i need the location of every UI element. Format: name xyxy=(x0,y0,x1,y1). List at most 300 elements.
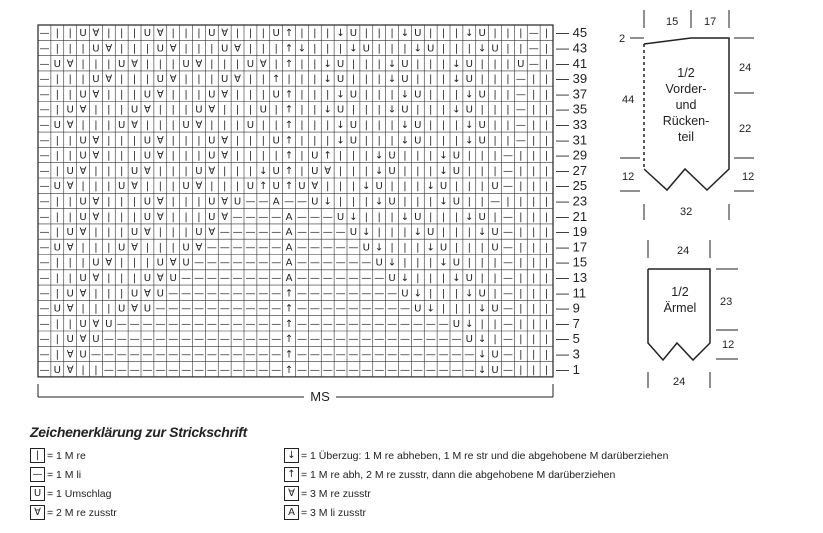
chart-stitch: — xyxy=(490,196,501,208)
chart-stitch: | xyxy=(416,165,420,177)
chart-stitch: | xyxy=(235,135,240,147)
dim-left-height: 44 xyxy=(622,94,635,106)
chart-stitch: U xyxy=(491,242,499,254)
chart-stitch: — xyxy=(309,257,320,269)
chart-stitch: — xyxy=(361,303,372,315)
chart-stitch: A xyxy=(285,211,293,223)
row-number: — 43 xyxy=(556,40,588,56)
chart-stitch: | xyxy=(506,104,510,116)
chart-stitch: | xyxy=(132,28,137,40)
chart-stitch: — xyxy=(438,364,449,376)
chart-stitch: — xyxy=(39,58,50,70)
sk2p-symbol-icon: ↑ xyxy=(284,467,299,482)
chart-stitch: | xyxy=(68,135,72,147)
chart-stitch: A xyxy=(272,196,280,208)
chart-stitch: | xyxy=(55,288,59,300)
chart-stitch: ↓ xyxy=(477,303,487,315)
chart-stitch: ↑ xyxy=(284,303,294,315)
chart-stitch: | xyxy=(107,181,111,193)
chart-stitch: U xyxy=(79,89,87,101)
chart-stitch: — xyxy=(219,288,230,300)
chart-stitch: | xyxy=(416,58,420,70)
chart-stitch: | xyxy=(429,135,433,147)
chart-stitch: | xyxy=(544,104,549,116)
chart-stitch: | xyxy=(429,211,433,223)
chart-stitch: — xyxy=(515,104,526,116)
chart-stitch: — xyxy=(142,318,153,330)
legend-title: Zeichenerklärung zur Strickschrift xyxy=(30,424,247,440)
chart-stitch: U xyxy=(272,165,280,177)
chart-stitch: — xyxy=(245,288,256,300)
chart-stitch: ∀ xyxy=(195,242,203,254)
chart-stitch: | xyxy=(94,288,98,300)
chart-stitch: | xyxy=(377,43,381,55)
chart-stitch: U xyxy=(118,242,126,254)
chart-stitch: | xyxy=(403,181,407,193)
chart-stitch: U xyxy=(233,196,242,208)
chart-stitch: | xyxy=(364,165,368,177)
chart-stitch: | xyxy=(441,74,446,86)
chart-stitch: ↑ xyxy=(259,181,268,193)
chart-stitch: ↓ xyxy=(374,150,384,162)
chart-stitch: | xyxy=(120,104,124,116)
chart-stitch: | xyxy=(55,272,59,284)
chart-stitch: ↓ xyxy=(336,28,345,40)
chart-stitch: — xyxy=(387,334,398,346)
legend-column-right xyxy=(284,446,668,522)
chart-stitch: — xyxy=(129,318,140,330)
chart-stitch: U xyxy=(414,119,422,131)
chart-stitch: ↑ xyxy=(284,349,294,361)
chart-stitch: — xyxy=(258,272,269,284)
chart-stitch: | xyxy=(171,181,175,193)
chart-stitch: — xyxy=(309,318,320,330)
row-number: — 17 xyxy=(556,239,588,255)
chart-stitch: | xyxy=(532,150,536,162)
chart-stitch: | xyxy=(441,119,446,131)
chart-stitch: | xyxy=(377,58,381,70)
sleeve-dim-lower: 12 xyxy=(722,339,735,351)
chart-stitch: | xyxy=(506,196,510,208)
chart-stitch: | xyxy=(416,196,420,208)
chart-stitch: | xyxy=(313,119,317,131)
chart-stitch: ↓ xyxy=(374,196,384,208)
sleeve-label-1: 1/2 xyxy=(671,285,689,299)
chart-stitch: | xyxy=(493,318,497,330)
chart-stitch: ∀ xyxy=(92,135,100,147)
chart-stitch: | xyxy=(68,89,72,101)
chart-stitch: U xyxy=(246,58,255,70)
chart-stitch: — xyxy=(271,211,282,223)
chart-stitch: — xyxy=(39,74,50,86)
chart-stitch: | xyxy=(171,242,175,254)
chart-stitch: U xyxy=(298,181,306,193)
chart-stitch: ↓ xyxy=(413,43,423,55)
chart-stitch: — xyxy=(425,364,436,376)
chart-stitch: — xyxy=(322,272,333,284)
chart-stitch: — xyxy=(348,334,359,346)
chart-stitch: | xyxy=(171,227,175,239)
chart-stitch: | xyxy=(184,135,188,147)
row-number: — 7 xyxy=(556,315,580,331)
chart-stitch: | xyxy=(377,227,381,239)
chart-stitch: | xyxy=(120,28,124,40)
chart-stitch: ↓ xyxy=(323,196,332,208)
body-label-5: teil xyxy=(678,130,694,144)
chart-stitch: — xyxy=(39,28,50,40)
chart-stitch: — xyxy=(425,334,436,346)
chart-stitch: | xyxy=(364,58,368,70)
chart-stitch: — xyxy=(219,303,230,315)
chart-stitch: U xyxy=(53,181,61,193)
chart-stitch: | xyxy=(171,150,175,162)
chart-stitch: — xyxy=(245,349,256,361)
chart-stitch: | xyxy=(300,28,304,40)
chart-stitch: | xyxy=(519,364,523,376)
row-number: — 3 xyxy=(556,346,580,362)
chart-stitch: — xyxy=(181,318,192,330)
chart-stitch: | xyxy=(544,227,549,239)
chart-stitch: — xyxy=(309,211,320,223)
chart-stitch: | xyxy=(171,196,175,208)
chart-stitch: | xyxy=(132,135,137,147)
chart-stitch: | xyxy=(94,364,98,376)
chart-stitch: — xyxy=(245,272,256,284)
body-label-3: und xyxy=(675,98,697,112)
chart-stitch: | xyxy=(248,89,253,101)
chart-stitch: | xyxy=(519,227,523,239)
chart-stitch: | xyxy=(480,150,484,162)
chart-stitch: — xyxy=(193,272,204,284)
chart-stitch: | xyxy=(493,58,497,70)
chart-stitch: ∀ xyxy=(195,181,203,193)
chart-stitch: | xyxy=(184,196,188,208)
chart-stitch: ∀ xyxy=(144,104,151,116)
chart-stitch: U xyxy=(349,227,358,239)
chart-stitch: | xyxy=(55,196,59,208)
chart-stitch: — xyxy=(322,334,333,346)
chart-stitch: | xyxy=(519,43,523,55)
chart-stitch: — xyxy=(219,349,230,361)
chart-stitch: U xyxy=(336,104,345,116)
chart-stitch: | xyxy=(261,43,265,55)
chart-stitch: | xyxy=(493,119,497,131)
chart-stitch: ↑ xyxy=(284,364,294,376)
chart-stitch: U xyxy=(195,227,203,239)
chart-stitch: | xyxy=(532,135,536,147)
chart-stitch: ∀ xyxy=(131,181,138,193)
chart-stitch: | xyxy=(519,211,523,223)
chart-stitch: | xyxy=(274,58,278,70)
chart-stitch: | xyxy=(467,43,471,55)
chart-stitch: — xyxy=(374,272,385,284)
chart-stitch: U xyxy=(53,119,61,131)
chart-stitch: ↓ xyxy=(452,74,461,86)
chart-stitch: | xyxy=(313,74,317,86)
chart-stitch: — xyxy=(502,227,513,239)
chart-stitch: | xyxy=(519,318,523,330)
chart-stitch: — xyxy=(193,303,204,315)
chart-stitch: | xyxy=(377,104,381,116)
chart-stitch: | xyxy=(493,257,497,269)
chart-stitch: ↓ xyxy=(439,257,448,269)
chart-stitch: | xyxy=(493,104,497,116)
chart-stitch: — xyxy=(502,272,513,284)
chart-stitch: | xyxy=(171,104,175,116)
chart-stitch: U xyxy=(130,227,139,239)
chart-stitch: ∀ xyxy=(156,89,164,101)
chart-stitch: | xyxy=(364,211,368,223)
chart-stitch: | xyxy=(261,74,265,86)
chart-stitch: U xyxy=(156,43,164,55)
chart-stitch: ∀ xyxy=(79,288,87,300)
chart-stitch: | xyxy=(429,104,433,116)
chart-stitch: | xyxy=(55,349,59,361)
chart-stitch: | xyxy=(467,303,471,315)
chart-stitch: — xyxy=(296,303,307,315)
chart-stitch: U xyxy=(105,318,113,330)
chart-stitch: — xyxy=(361,334,372,346)
chart-stitch: U xyxy=(336,58,345,70)
chart-stitch: | xyxy=(132,74,137,86)
chart-stitch: — xyxy=(181,364,192,376)
chart-stitch: | xyxy=(94,119,98,131)
chart-stitch: | xyxy=(235,89,240,101)
chart-stitch: — xyxy=(103,334,114,346)
chart-stitch: | xyxy=(145,58,150,70)
chart-stitch: U xyxy=(414,135,422,147)
chart-stitch: | xyxy=(532,242,536,254)
chart-stitch: ∀ xyxy=(92,28,100,40)
chart-stitch: ∀ xyxy=(234,74,241,86)
chart-stitch: | xyxy=(158,119,162,131)
chart-stitch: | xyxy=(235,150,240,162)
chart-stitch: — xyxy=(528,43,539,55)
chart-stitch: ∀ xyxy=(66,349,74,361)
chart-stitch: — xyxy=(412,349,423,361)
chart-stitch: | xyxy=(313,89,317,101)
chart-stitch: | xyxy=(300,104,304,116)
chart-stitch: U xyxy=(195,104,203,116)
chart-stitch: | xyxy=(377,74,381,86)
chart-stitch: | xyxy=(184,43,188,55)
chart-stitch: | xyxy=(300,165,304,177)
chart-stitch: | xyxy=(467,181,471,193)
chart-stitch: | xyxy=(132,211,137,223)
repeat-bracket xyxy=(38,384,553,404)
chart-stitch: U xyxy=(465,104,473,116)
chart-stitch: — xyxy=(39,257,50,269)
chart-stitch: — xyxy=(245,211,256,223)
chart-stitch: — xyxy=(322,257,333,269)
chart-stitch: U xyxy=(143,196,152,208)
chart-stitch: — xyxy=(387,349,398,361)
chart-stitch: | xyxy=(467,257,471,269)
chart-stitch: | xyxy=(454,288,459,300)
purl-symbol-icon: — xyxy=(30,467,45,482)
chart-stitch: U xyxy=(118,303,126,315)
chart-stitch: — xyxy=(168,318,179,330)
chart-stitch: — xyxy=(348,349,359,361)
chart-stitch: | xyxy=(68,150,72,162)
chart-stitch: ∀ xyxy=(131,58,138,70)
chart-stitch: — xyxy=(206,303,217,315)
chart-stitch: ∀ xyxy=(221,196,229,208)
chart-stitch: — xyxy=(528,58,539,70)
chart-stitch: — xyxy=(438,334,449,346)
chart-stitch: | xyxy=(313,28,317,40)
chart-stitch: U xyxy=(259,104,267,116)
chart-stitch: | xyxy=(338,165,343,177)
chart-stitch: | xyxy=(107,242,111,254)
chart-stitch: — xyxy=(464,349,475,361)
chart-stitch: — xyxy=(129,334,140,346)
chart-stitch: — xyxy=(155,303,166,315)
chart-stitch: ∀ xyxy=(144,288,151,300)
chart-stitch: — xyxy=(399,303,410,315)
chart-stitch: ↓ xyxy=(465,119,474,131)
chart-stitch: — xyxy=(258,257,269,269)
chart-stitch: — xyxy=(309,272,320,284)
chart-stitch: ↓ xyxy=(477,364,487,376)
chart-stitch: — xyxy=(245,257,256,269)
chart-stitch: ↓ xyxy=(400,211,410,223)
chart-stitch: — xyxy=(206,257,217,269)
chart-stitch: — xyxy=(322,303,333,315)
chart-stitch: | xyxy=(480,104,484,116)
chart-stitch: | xyxy=(441,272,446,284)
chart-stitch: | xyxy=(416,150,420,162)
row-number: — 29 xyxy=(556,147,588,163)
chart-stitch: U xyxy=(118,181,126,193)
row-number: — 11 xyxy=(556,285,587,301)
chart-stitch: ∀ xyxy=(92,150,100,162)
chart-stitch: — xyxy=(232,257,243,269)
chart-stitch: ∀ xyxy=(66,242,74,254)
body-label-1: 1/2 xyxy=(677,66,695,80)
chart-stitch: — xyxy=(412,364,423,376)
chart-stitch: ↑ xyxy=(284,28,294,40)
p3tog-symbol-icon: A xyxy=(284,505,299,520)
chart-stitch: | xyxy=(94,58,98,70)
chart-stitch: | xyxy=(94,165,98,177)
chart-stitch: | xyxy=(544,28,549,40)
chart-stitch: | xyxy=(403,43,407,55)
chart-stitch: U xyxy=(79,349,87,361)
chart-stitch: ∀ xyxy=(79,334,87,346)
chart-stitch: | xyxy=(120,74,124,86)
chart-stitch: U xyxy=(143,272,152,284)
chart-stitch: U xyxy=(452,196,461,208)
chart-stitch: | xyxy=(493,334,497,346)
chart-stitch: — xyxy=(374,288,385,300)
chart-stitch: U xyxy=(491,227,499,239)
chart-stitch: | xyxy=(454,89,459,101)
chart-stitch: — xyxy=(39,119,50,131)
chart-stitch: | xyxy=(480,196,484,208)
dim-hem-right: 12 xyxy=(742,171,755,183)
chart-stitch: ∀ xyxy=(105,43,113,55)
row-number: — 31 xyxy=(556,132,588,148)
chart-stitch: | xyxy=(235,181,240,193)
chart-stitch: | xyxy=(441,58,446,70)
sleeve-dim-top: 24 xyxy=(677,245,690,257)
chart-stitch: | xyxy=(197,89,201,101)
chart-stitch: — xyxy=(322,318,333,330)
chart-stitch: U xyxy=(79,211,87,223)
chart-stitch: U xyxy=(130,288,139,300)
chart-stitch: U xyxy=(118,58,126,70)
chart-stitch: | xyxy=(184,104,188,116)
chart-stitch: U xyxy=(272,28,280,40)
chart-stitch: | xyxy=(132,43,137,55)
chart-stitch: — xyxy=(374,318,385,330)
chart-stitch: — xyxy=(374,303,385,315)
chart-stitch: — xyxy=(116,349,127,361)
chart-stitch: | xyxy=(81,303,85,315)
chart-stitch: | xyxy=(351,74,356,86)
chart-stitch: | xyxy=(519,349,523,361)
chart-stitch: — xyxy=(348,318,359,330)
chart-stitch: — xyxy=(168,303,179,315)
chart-stitch: ↓ xyxy=(465,89,474,101)
chart-stitch: ∀ xyxy=(156,150,164,162)
chart-stitch: ∀ xyxy=(92,272,100,284)
chart-stitch: | xyxy=(107,272,111,284)
chart-stitch: — xyxy=(502,181,513,193)
chart-stitch: — xyxy=(232,318,243,330)
chart-stitch: ∀ xyxy=(221,135,229,147)
chart-stitch: — xyxy=(374,349,385,361)
chart-stitch: ↓ xyxy=(349,43,358,55)
chart-stitch: | xyxy=(145,181,150,193)
chart-stitch: ∀ xyxy=(66,364,74,376)
chart-stitch: — xyxy=(155,334,166,346)
legend-item-k2tog: ∀ = 2 M re zusstr xyxy=(30,503,117,522)
chart-stitch: — xyxy=(258,227,269,239)
chart-stitch: — xyxy=(39,196,50,208)
chart-stitch: | xyxy=(506,58,510,70)
row-number: — 21 xyxy=(556,208,588,224)
chart-stitch: U xyxy=(349,119,358,131)
chart-stitch: U xyxy=(79,28,87,40)
chart-stitch: — xyxy=(258,211,269,223)
chart-stitch: — xyxy=(451,349,462,361)
chart-stitch: | xyxy=(429,196,433,208)
chart-stitch: | xyxy=(313,135,317,147)
chart-stitch: — xyxy=(39,150,50,162)
chart-stitch: U xyxy=(182,181,190,193)
chart-stitch: — xyxy=(335,349,346,361)
chart-stitch: | xyxy=(493,150,497,162)
chart-stitch: U xyxy=(92,43,100,55)
chart-stitch: — xyxy=(502,257,513,269)
chart-stitch: | xyxy=(94,242,98,254)
chart-stitch: ∀ xyxy=(131,242,138,254)
chart-stitch: U xyxy=(79,150,87,162)
legend-item-sk2p: ↑ = 1 M re abh, 2 M re zusstr, dann die abgehobene M darüberziehen xyxy=(284,465,668,484)
chart-stitch: | xyxy=(107,196,111,208)
dim-top-17: 17 xyxy=(704,16,717,28)
chart-stitch: ∀ xyxy=(221,28,229,40)
chart-stitch: — xyxy=(181,334,192,346)
chart-stitch: | xyxy=(158,242,162,254)
chart-stitch: U xyxy=(66,227,74,239)
legend-item-yarnover: U = 1 Umschlag xyxy=(30,484,117,503)
chart-stitch: | xyxy=(480,272,484,284)
chart-stitch: | xyxy=(544,165,549,177)
chart-stitch: ↓ xyxy=(387,58,397,70)
